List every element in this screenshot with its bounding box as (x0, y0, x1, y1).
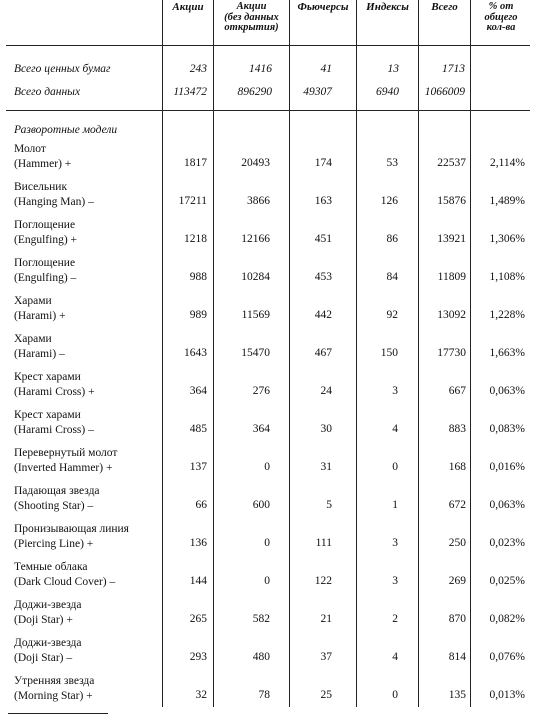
pattern-name: Поглощение (14, 219, 76, 231)
pattern-stocks-value: 265 (189, 613, 207, 625)
pattern-futures-value: 21 (320, 613, 332, 625)
pattern-total-value: 814 (448, 651, 466, 663)
pattern-futures-value: 442 (314, 309, 332, 321)
pattern-total-value: 667 (448, 385, 466, 397)
pattern-futures-value: 111 (315, 537, 332, 549)
pattern-stocks-value: 485 (189, 423, 207, 435)
pattern-pct-value: 0,076% (489, 651, 525, 663)
pattern-english-name: (Harami Cross) + (14, 386, 95, 398)
pattern-pct-value: 0,083% (489, 423, 525, 435)
pattern-english-name: (Engulfing) – (14, 272, 77, 284)
pattern-stocks-value: 364 (189, 385, 207, 397)
summary-total-value: 1066009 (424, 86, 465, 98)
summary-total-value: 1713 (442, 63, 465, 75)
pattern-indices-value: 0 (392, 461, 398, 473)
pattern-stocks-value: 989 (189, 309, 207, 321)
pattern-stocks-no-open-value: 11569 (241, 309, 270, 321)
pattern-futures-value: 31 (320, 461, 332, 473)
pattern-total-value: 870 (448, 613, 466, 625)
pattern-stocks-no-open-value: 78 (258, 689, 270, 701)
header-indices: Индексы (366, 1, 409, 13)
pattern-english-name: (Engulfing) + (14, 234, 78, 246)
pattern-english-name: (Piercing Line) + (14, 538, 94, 550)
pattern-pct-value: 0,063% (489, 499, 525, 511)
summary-stocks-no-open-value: 896290 (237, 86, 272, 98)
pattern-name: Перевернутый молот (14, 447, 118, 459)
summary-futures-value: 49307 (303, 86, 332, 98)
header-stocks-no-open-line2: (без данных (224, 11, 279, 23)
pattern-pct-value: 1,228% (489, 309, 525, 321)
pattern-stocks-value: 137 (189, 461, 207, 473)
pattern-futures-value: 163 (314, 195, 332, 207)
pattern-stocks-no-open-value: 276 (252, 385, 270, 397)
pattern-stocks-value: 1817 (184, 157, 207, 169)
pattern-name: Падающая звезда (14, 485, 100, 497)
pattern-futures-value: 25 (320, 689, 332, 701)
pattern-stocks-no-open-value: 0 (264, 461, 270, 473)
pattern-total-value: 15876 (437, 195, 466, 207)
pattern-indices-value: 86 (386, 233, 398, 245)
pattern-english-name: (Morning Star) + (14, 690, 93, 702)
pattern-english-name: (Hanging Man) – (14, 196, 94, 208)
pattern-total-value: 135 (448, 689, 466, 701)
pattern-english-name: (Harami) + (14, 310, 66, 322)
summary-indices-value: 6940 (376, 86, 399, 98)
pattern-indices-value: 1 (392, 499, 398, 511)
pattern-stocks-no-open-value: 0 (264, 575, 270, 587)
pattern-english-name: (Dark Cloud Cover) – (14, 576, 116, 588)
pattern-english-name: (Doji Star) – (14, 652, 73, 664)
pattern-indices-value: 3 (392, 575, 398, 587)
pattern-stocks-no-open-value: 582 (252, 613, 270, 625)
header-stocks: Акции (172, 1, 204, 13)
header-total: Всего (431, 1, 458, 13)
pattern-pct-value: 0,063% (489, 385, 525, 397)
pattern-futures-value: 174 (314, 157, 332, 169)
pattern-name: Крест харами (14, 409, 81, 421)
pattern-name: Харами (14, 295, 52, 307)
pattern-english-name: (Harami) – (14, 348, 65, 360)
pattern-stocks-no-open-value: 600 (252, 499, 270, 511)
pattern-english-name: (Inverted Hammer) + (14, 462, 113, 474)
pattern-indices-value: 84 (386, 271, 398, 283)
pattern-futures-value: 451 (314, 233, 332, 245)
summary-rule (6, 110, 530, 111)
pattern-total-value: 17730 (437, 347, 466, 359)
pattern-indices-value: 92 (386, 309, 398, 321)
pattern-stocks-value: 17211 (178, 195, 207, 207)
summary-stocks-value: 113472 (173, 86, 207, 98)
pattern-futures-value: 24 (320, 385, 332, 397)
pattern-stocks-value: 1218 (184, 233, 207, 245)
pattern-total-value: 269 (448, 575, 466, 587)
pattern-total-value: 883 (448, 423, 466, 435)
pattern-stocks-value: 136 (189, 537, 207, 549)
pattern-pct-value: 2,114% (489, 157, 525, 169)
pattern-stocks-no-open-value: 20493 (241, 157, 270, 169)
pattern-english-name: (Harami Cross) – (14, 424, 94, 436)
pattern-pct-value: 0,016% (489, 461, 525, 473)
pattern-pct-value: 1,306% (489, 233, 525, 245)
pattern-total-value: 13921 (437, 233, 466, 245)
pattern-name: Крест харами (14, 371, 81, 383)
pattern-futures-value: 37 (320, 651, 332, 663)
pattern-stocks-value: 988 (189, 271, 207, 283)
header-rule (6, 45, 530, 46)
pattern-name: Темные облака (14, 561, 88, 573)
pattern-total-value: 672 (448, 499, 466, 511)
header-percent (471, 2, 531, 34)
pattern-name: Поглощение (14, 257, 76, 269)
pattern-name: Висельник (14, 181, 68, 193)
pattern-english-name: (Doji Star) + (14, 614, 73, 626)
pattern-name: Пронизывающая линия (14, 523, 129, 535)
pattern-futures-value: 5 (326, 499, 332, 511)
pattern-pct-value: 1,663% (489, 347, 525, 359)
pattern-indices-value: 4 (392, 423, 398, 435)
summary-indices-value: 13 (387, 63, 399, 75)
pattern-stocks-value: 1643 (184, 347, 207, 359)
pattern-stocks-no-open-value: 3866 (247, 195, 270, 207)
pattern-stocks-value: 66 (195, 499, 207, 511)
summary-label: Всего ценных бумаг (14, 63, 111, 75)
pattern-futures-value: 122 (314, 575, 332, 587)
pattern-total-value: 13092 (437, 309, 466, 321)
pattern-pct-value: 1,489% (489, 195, 525, 207)
pattern-name: Молот (14, 143, 46, 155)
header-percent-line2: общего (484, 11, 518, 23)
pattern-english-name: (Hammer) + (14, 158, 72, 170)
pattern-name: Доджи-звезда (14, 599, 82, 611)
pattern-total-value: 168 (448, 461, 466, 473)
pattern-name: Харами (14, 333, 52, 345)
pattern-indices-value: 3 (392, 385, 398, 397)
pattern-stocks-no-open-value: 12166 (241, 233, 270, 245)
summary-futures-value: 41 (320, 63, 332, 75)
pattern-indices-value: 0 (392, 689, 398, 701)
pattern-stocks-no-open-value: 480 (252, 651, 270, 663)
summary-stocks-no-open-value: 1416 (249, 63, 272, 75)
pattern-futures-value: 30 (320, 423, 332, 435)
pattern-total-value: 11809 (437, 271, 466, 283)
pattern-futures-value: 467 (314, 347, 332, 359)
pattern-stocks-no-open-value: 15470 (241, 347, 270, 359)
pattern-name: Доджи-звезда (14, 637, 82, 649)
pattern-pct-value: 0,023% (489, 537, 525, 549)
footnote-rule (8, 713, 108, 714)
header-percent-line1: % от (488, 1, 514, 12)
pattern-indices-value: 2 (392, 613, 398, 625)
pattern-futures-value: 453 (314, 271, 332, 283)
pattern-indices-value: 3 (392, 537, 398, 549)
summary-stocks-value: 243 (189, 63, 207, 75)
pattern-stocks-value: 32 (195, 689, 207, 701)
pattern-total-value: 250 (448, 537, 466, 549)
pattern-stocks-no-open-value: 0 (264, 537, 270, 549)
header-stocks-no-open-line3: открытия) (224, 22, 279, 33)
pattern-stocks-no-open-value: 10284 (241, 271, 270, 283)
pattern-pct-value: 0,025% (489, 575, 525, 587)
pattern-indices-value: 150 (380, 347, 398, 359)
header-percent-line3: кол-ва (486, 22, 516, 33)
pattern-pct-value: 0,082% (489, 613, 525, 625)
pattern-stocks-value: 144 (189, 575, 207, 587)
pattern-total-value: 22537 (437, 157, 466, 169)
header-stocks-no-open (214, 2, 289, 34)
section-title: Разворотные модели (14, 124, 118, 136)
pattern-stocks-value: 293 (189, 651, 207, 663)
pattern-indices-value: 4 (392, 651, 398, 663)
header-stocks-no-open-line1: Акции (236, 1, 267, 12)
pattern-name: Утренняя звезда (14, 675, 95, 687)
pattern-indices-value: 53 (386, 157, 398, 169)
pattern-english-name: (Shooting Star) – (14, 500, 94, 512)
pattern-indices-value: 126 (380, 195, 398, 207)
pattern-pct-value: 1,108% (489, 271, 525, 283)
pattern-stocks-no-open-value: 364 (252, 423, 270, 435)
pattern-pct-value: 0,013% (489, 689, 525, 701)
summary-label: Всего данных (14, 86, 81, 98)
header-futures: Фьючерсы (297, 1, 349, 13)
